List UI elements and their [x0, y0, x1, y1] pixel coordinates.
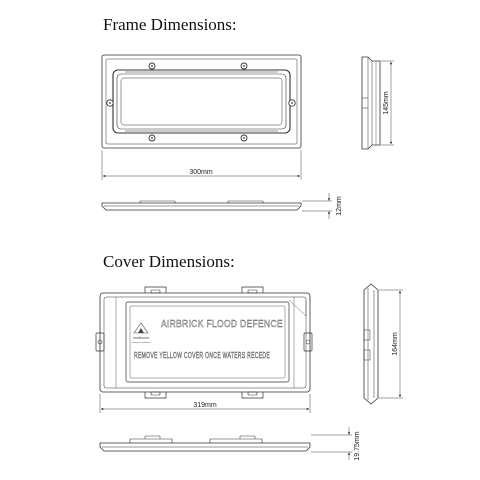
cover-depth-label: 19.75mm: [354, 431, 361, 461]
logo-text: nordhome: [132, 336, 150, 340]
cover-heading: Cover Dimensions:: [103, 252, 235, 271]
cover-stencil-title: AIRBRICK FLOOD DEFENCE: [161, 318, 283, 330]
frame-inner-rim: [113, 70, 290, 133]
frame-bottom-view: [102, 201, 301, 210]
frame-screw-holes: [107, 63, 295, 141]
cover-front-view: [96, 287, 312, 398]
cover-height-dimension: [379, 290, 403, 398]
cover-width-label: 319mm: [193, 402, 217, 409]
frame-front-view: [102, 55, 301, 148]
frame-heading: Frame Dimensions:: [103, 15, 237, 34]
cover-depth-dimension: [311, 427, 352, 460]
frame-width-label: 300mm: [189, 169, 213, 176]
frame-side-view: [362, 57, 380, 149]
frame-height-label: 145mm: [383, 91, 390, 115]
cover-height-label: 164mm: [392, 332, 399, 356]
nordhome-logo: [132, 323, 152, 344]
frame-depth-label: 12mm: [336, 196, 343, 216]
cover-side-view: [364, 284, 378, 404]
frame-opening: [121, 78, 282, 125]
frame-outer-outline: [102, 55, 301, 148]
cover-bottom-view: [100, 436, 310, 451]
cover-stencil-instruction: REMOVE YELLOW COVER ONCE WATERS RECEDE: [134, 351, 270, 360]
logo-subtext: turning on solutions: [131, 342, 151, 344]
frame-depth-dimension: [302, 193, 332, 219]
